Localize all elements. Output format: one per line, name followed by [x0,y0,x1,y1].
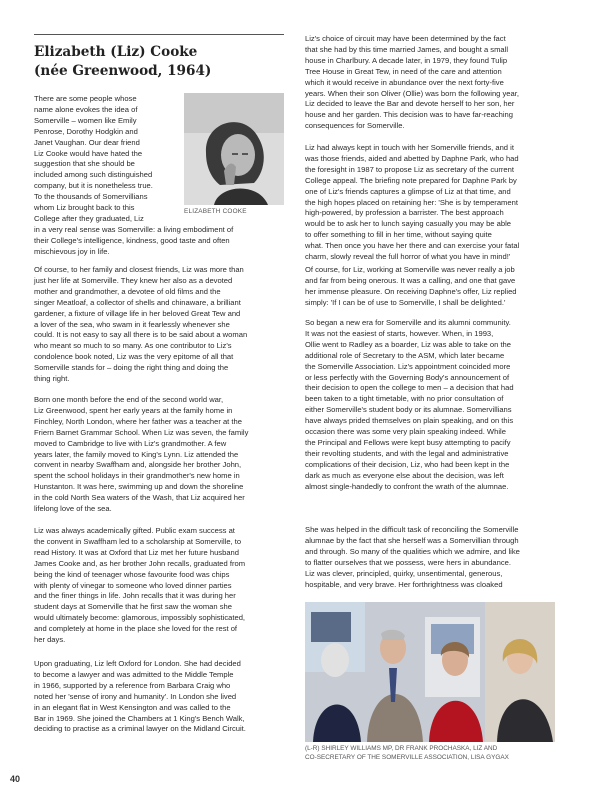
text-line: Bar in 1969. She joined the Chambers at 1 King's Bench Walk, [34,713,245,723]
text-line: Liz Greenwood, spent her early years at the family home in [34,405,233,415]
text-line: singer Meatloaf, a collector of shells and chinaware, a brilliant [34,297,241,307]
text-line: Ollie went to Radley as a boarder, Liz was able to take on the [305,339,511,349]
text-line: house in Charlbury. A decade later, in 1979, they found Tulip [305,55,508,65]
paragraph-lines [305,525,555,590]
page-number: 40 [10,774,21,784]
paragraph-career [34,659,284,735]
paragraph-lines [305,318,555,493]
text-line: a lover of the sea, who swam in it fearlessly whenever she [34,319,230,329]
text-line: in an elegant flat in West Kensington and was called to the [34,702,231,712]
text-line: suggestion that she should be [34,159,135,169]
text-line: Tree House in Great Tew, in need of the care and attention [305,66,502,76]
text-line: company, but it is nonetheless true. [34,181,153,191]
text-line: high-powered, by profession a barrister. The best approach [305,208,504,218]
text-line: one of Liz's friends captures a glimpse of Liz at that time, and [305,186,511,196]
title-rule [34,34,284,35]
text-line: their revolting students, and with the legal and administrative [305,448,509,458]
text-line: with plenty of vinegar to someone who loved dinner parties [34,580,232,590]
event-photo-image [305,602,555,742]
text-line: been taken to a tight timetable, with no prior consultation of [305,394,504,404]
text-line: mother and grandmother, a devotee of old films and the [34,286,221,296]
text-line: the high hopes placed on retaining her: 'She is by temperament [305,197,518,207]
paragraph-lines [305,34,555,132]
text-line: that she had by this time married James, and bought a small [305,44,509,54]
text-line: There are some people whose [34,94,137,103]
paragraph-reconciling [305,525,555,590]
text-line: years later, the family moved to King's Lynn. Liz attended the [34,449,239,459]
text-line: Janet Vaughan. Our dear friend [34,137,140,147]
text-line: Penrose, Dorothy Hodgkin and [34,126,138,136]
text-line: what. Then once you have her there and can exercise your fatal [305,241,520,251]
paragraph-lines [305,265,555,309]
text-line: College appeal. The briefing note prepared for Daphne Park by [305,175,517,185]
text-line: house and her garden. This decision was to have far-reaching [305,110,513,120]
text-line: have always prided themselves on plain speaking, and on this [305,416,514,426]
paragraph-lines [34,659,284,735]
text-line: who meant so much to so many. As one contributor to Liz's [34,341,232,351]
photo-caption-line: (L-R) SHIRLEY WILLIAMS MP, DR FRANK PROCHASKA, LIZ AND [305,745,498,752]
photo-caption [305,745,555,762]
text-line: which it would receive in abundance over the next forty-five [305,77,504,87]
text-line: just her life at Somerville. They knew her also as a devoted [34,275,233,285]
text-line: hospitable, and very brave. Her forthrightness was cloaked [305,579,503,589]
text-line: being the kind of teenager whose favourite food was chips [34,569,230,579]
text-line: complications of their decision, Liz, who had been kept in the [305,459,510,469]
text-line: to become a lawyer and was admitted to the Middle Temple [34,669,234,679]
text-line: Liz was always academically gifted. Public exam success at [34,526,235,535]
text-line: condolence book noted, Liz was the very epitome of all that [34,352,234,362]
text-line: was those friends, aided and abetted by Daphne Park, who had [305,153,519,163]
text-line: and far from being onerous. It was a calling, and one that gave [305,275,516,285]
text-line: deciding to practise as a criminal lawyer on the Midland Circuit. [34,724,246,734]
text-line: in the cold North Sea waters of the Wash, that Liz acquired her [34,493,245,503]
paragraph-new-era [305,318,555,493]
text-line: student days at Somerville that he first saw the woman she [34,602,232,612]
intro-paragraph-wrapped [34,94,184,225]
text-line: Born one month before the end of the second world war, [34,395,224,404]
intro-paragraph-full [34,225,284,258]
text-line: charm, slowly reveal the full horror of what you have in mind!' [305,252,511,262]
paragraph-lines [305,143,555,263]
text-line: College after they graduated, Liz [34,213,144,223]
text-line: noted her 'sense of irony and humanity'. In London she lived [34,691,237,701]
paragraph-appeal [305,143,555,263]
text-line: Somerville stands for – doing the right thing and doing the [34,363,229,373]
text-line: It was not the easiest of starts, however. When, in 1993, [305,328,494,338]
event-photo [305,602,555,742]
text-line: and the finer things in life. John recalls that it was during her [34,591,236,601]
text-line: Liz was clever, principled, quirky, unsentimental, generous, [305,568,503,578]
portrait-photo [184,93,284,205]
text-line: her immense pleasure. On receiving Daphne's offer, Liz replied [305,286,517,296]
text-line: Upon graduating, Liz left Oxford for London. She had decided [34,659,241,668]
text-line: alumnae by the fact that she herself was a Somervillian through [305,535,519,545]
text-line: the Somerville Association. Liz's appointment coincided more [305,361,511,371]
photo-caption-line: CO-SECRETARY OF THE SOMERVILLE ASSOCIATION, LISA GYGAX [305,753,509,761]
text-line: moved to Cambridge to live with Liz's grandmother. A few [34,438,227,448]
text-line: mischievous joy in life. [34,246,110,256]
text-line: her days. [34,635,66,645]
text-line: Hunstanton. It was here, swimming up and down the shoreline [34,482,244,492]
text-line: spent the school holidays in their grandmother's new home in [34,471,240,481]
text-line: would ultimately become: glamorous, impossibly sophisticated, [34,613,246,623]
paragraph-circuit [305,34,555,132]
paragraph-lines [34,265,284,385]
text-line: could. It is not easy to say all there is to be said about a woman [34,330,248,340]
paragraph-early-life [34,395,284,515]
text-line: included among such distinguished [34,170,153,180]
title-maiden-name: (née Greenwood, 1964) [34,63,212,79]
text-line: years. When their son Oliver (Ollie) was born the following year, [305,88,519,98]
text-line: in 1966, supported by a reference from Barbara Craig who [34,680,231,690]
text-line: gardener, a fixture of village life in her beloved Great Tew and [34,308,241,318]
text-line: Liz decided to leave the Bar and devote herself to her son, her [305,99,515,109]
text-line: in a very real sense was Somerville: a living embodiment of [34,225,234,234]
text-line: convent in nearby Swaffham and, alongside her brother John, [34,460,242,470]
text-line: Of course, to her family and closest friends, Liz was more than [34,265,244,274]
text-line: Somerville – women like Emily [34,115,137,125]
portrait-caption: ELIZABETH COOKE [184,208,247,215]
article-title [34,43,284,81]
text-line: dark as much as everyone else about the decision, was left [305,470,504,480]
text-line: either Somerville's student body or its alumnae. Somervillians [305,405,512,415]
text-line: Liz Cooke would have hated the [34,148,143,158]
text-line: lifelong love of the sea. [34,504,112,514]
text-line: the foresight in 1987 to propose Liz as secretary of the current [305,164,514,174]
text-line: to flatter ourselves that we possess, were hers in abundance. [305,557,511,567]
text-line: and completely at home in the place she loved for the rest of [34,624,238,634]
text-line: So began a new era for Somerville and its alumni community. [305,318,511,327]
portrait-image [184,93,284,205]
text-line: almost single-handedly to confront the wrath of the alumnae. [305,481,509,491]
text-line: consequences for Somerville. [305,121,405,131]
text-line: thing right. [34,374,70,384]
text-line: their College's intelligence, kindness, good taste and often [34,235,230,245]
text-line: to offer something to fill in her time, without saying quite [305,230,492,240]
paragraph-lines [34,526,284,646]
text-line: Liz had always kept in touch with her Somerville friends, and it [305,143,514,152]
text-line: their decision to open the college to men – a decision that had [305,383,514,393]
paragraph-family [34,265,284,385]
paragraph-lines [34,225,284,258]
text-line: additional role of Secretary to the ASM, which later became [305,350,505,360]
text-line: or less perfectly with the Governing Body's announcement of [305,372,510,382]
paragraph-education [34,526,284,646]
text-line: would be to ask her to lunch saying casually you may be able [305,219,511,229]
text-line: occasion there was some very plain speaking indeed. While [305,427,506,437]
text-line: and through. So many of the qualities which we admire, and like [305,546,520,556]
text-line: Of course, for Liz, working at Somerville was never really a job [305,265,515,274]
text-line: read History. It was at Oxford that Liz met her future husband [34,547,239,557]
text-line: whom Liz brought back to this [34,203,135,213]
text-line: the Principal and Fellows were kept busy attempting to pacify [305,437,511,447]
text-line: Liz's choice of circuit may have been determined by the fact [305,34,506,43]
paragraph-lines [34,395,284,515]
text-line: James Cooke and, as her brother John recalls, graduated from [34,558,246,568]
text-line: She was helped in the difficult task of reconciling the Somerville [305,525,519,534]
text-line: Friern Barnet Grammar School. When Liz was seven, the family [34,427,249,437]
text-line: name alone evokes the idea of [34,104,138,114]
text-line: To the thousands of Somervillians [34,192,148,202]
text-line: the convent in Swaffham led to a scholarship at Somerville, to [34,536,242,546]
text-line: Finchley, North London, where her father was a teacher at the [34,416,242,426]
title-name: Elizabeth (Liz) Cooke [34,44,198,60]
paragraph-calling [305,265,555,309]
text-line: simply: 'If I can be of use to Somerville, I shall be delighted.' [305,297,506,307]
paragraph-lines [34,94,184,225]
